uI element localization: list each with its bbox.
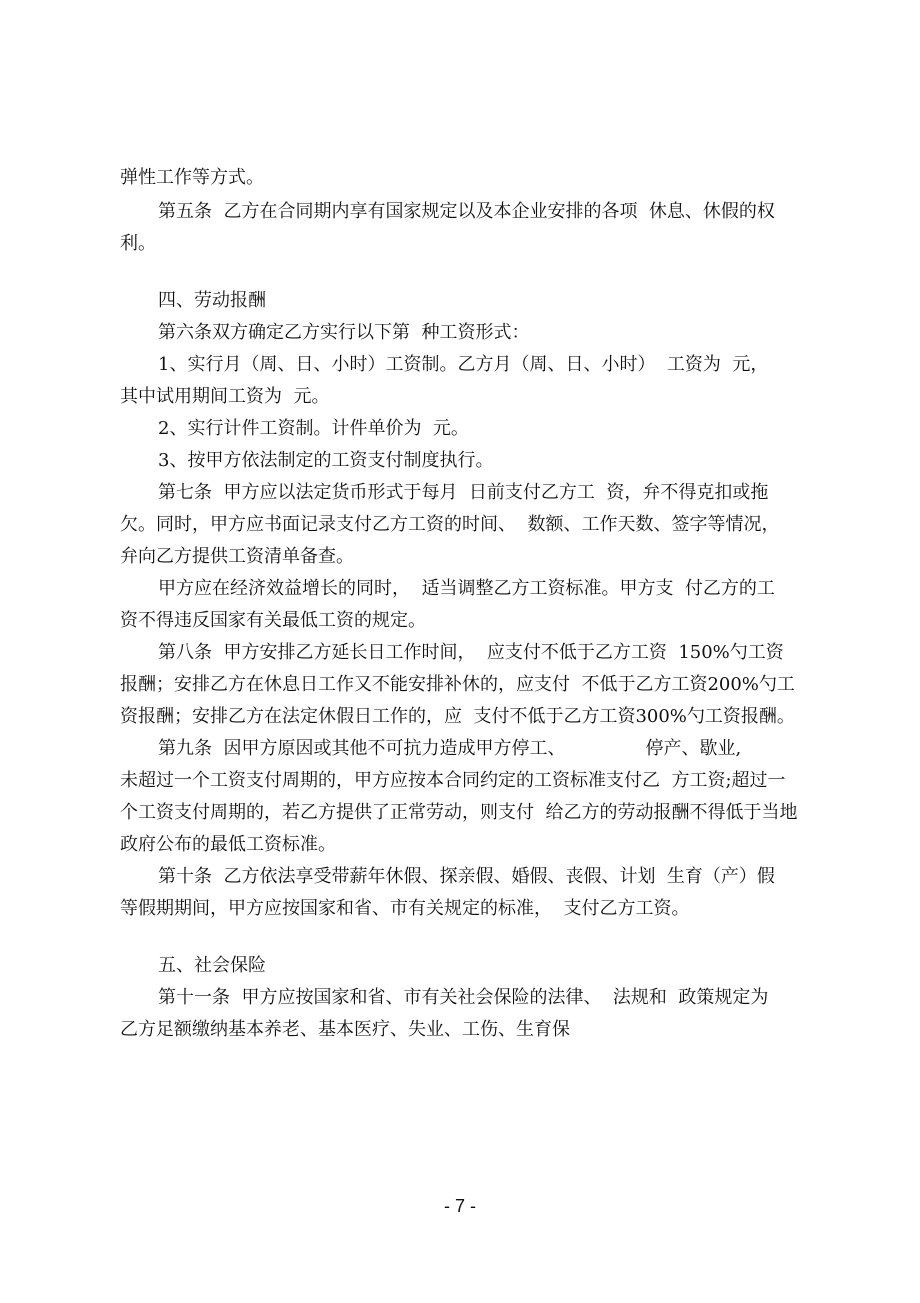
text-line: 3、按甲方依法制定的工资支付制度执行。 bbox=[158, 450, 494, 471]
text-line: 未超过一个工资支付周期的，甲方应按本合同约定的工资标准支付乙 方工资;超过一 bbox=[120, 770, 786, 791]
text-line: 第六条双方确定乙方实行以下第 种工资形式： bbox=[158, 322, 530, 343]
text-line: 资不得违反国家有关最低工资的规定。 bbox=[120, 610, 426, 631]
page-number: - 7 - bbox=[443, 1196, 476, 1216]
text-line: 乙方足额缴纳基本养老、基本医疗、失业、工伤、生育保 bbox=[120, 1019, 570, 1040]
text-line: 其中试用期间工资为 元。 bbox=[120, 386, 330, 407]
text-line: 第七条 甲方应以法定货币形式于每月 日前支付乙方工 资，弁不得克扣或拖 bbox=[158, 482, 769, 503]
text-line: 第十一条 甲方应按国家和省、市有关社会保险的法律、 法规和 政策规定为 bbox=[158, 987, 769, 1008]
text-line: 弁向乙方提供工资清单备查。 bbox=[120, 546, 354, 567]
text-line: 第九条 因甲方原因或其他不可抗力造成甲方停工、 停产、歇业, bbox=[158, 738, 742, 759]
text-line: 第五条 乙方在合同期内享有国家规定以及本企业安排的各项 休息、休假的权 bbox=[158, 201, 775, 222]
text-line: 个工资支付周期的，若乙方提供了正常劳动，则支付 给乙方的劳动报酬不得低于当地 bbox=[120, 802, 798, 823]
text-line: 欠。同时，甲方应书面记录支付乙方工资的时间、 数额、工作天数、签字等情况， bbox=[120, 514, 780, 535]
section-heading: 五、社会保险 bbox=[158, 955, 266, 976]
text-line: 政府公布的最低工资标准。 bbox=[120, 834, 336, 855]
text-line: 等假期期间，甲方应按国家和省、市有关规定的标准， 支付乙方工资。 bbox=[120, 898, 690, 919]
text-line: 弹性工作等方式。 bbox=[120, 167, 264, 188]
text-line: 甲方应在经济效益增长的同时， 适当调整乙方工资标准。甲方支 付乙方的工 bbox=[158, 578, 775, 599]
text-line: 第八条 甲方安排乙方延长日工作时间， 应支付不低于乙方工资 150%勺工资 bbox=[158, 642, 784, 663]
text-line: 报酬；安排乙方在休息日工作又不能安排补休的，应支付 不低于乙方工资200%勺工 bbox=[120, 674, 795, 695]
text-line: 1、实行月（周、日、小时）工资制。乙方月（周、日、小时） 工资为 元， bbox=[158, 354, 769, 375]
text-line: 2、实行计件工资制。计件单价为 元。 bbox=[158, 418, 469, 439]
text-line: 利。 bbox=[120, 233, 156, 254]
text-line: 资报酬；安排乙方在法定休假日工作的，应 支付不低于乙方工资300%勺工资报酬。 bbox=[120, 706, 795, 727]
section-heading: 四、劳动报酬 bbox=[158, 290, 266, 311]
text-line: 第十条 乙方依法享受带薪年休假、探亲假、婚假、丧假、计划 生育（产）假 bbox=[158, 866, 775, 887]
